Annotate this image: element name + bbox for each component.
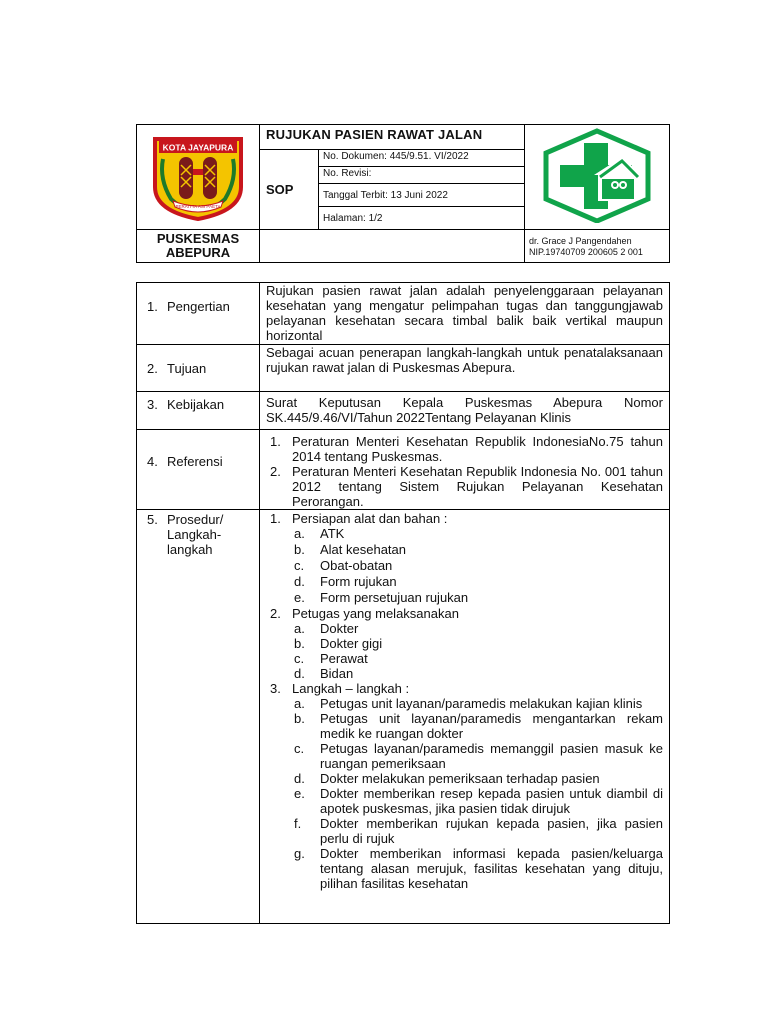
sub-item [294, 816, 663, 846]
section-number: 5. [147, 512, 158, 527]
item-text: Peraturan Menteri Kesehatan Republik IndonesiaNo.75 tahun 2014 tentang Puskesmas. [292, 434, 663, 464]
sub-letter: c. [294, 558, 305, 573]
document-number: No. Dokumen: 445/9.51. VI/2022 [319, 150, 525, 167]
kebijakan-text: Surat Keputusan Kepala Puskesmas Abepura Nomor SK.445/9.46/VI/Tahun 2022Tentang Pelayanan Klinis [266, 395, 663, 425]
sub-letter: d. [294, 574, 305, 589]
section-title-line: Prosedur/ [167, 512, 224, 527]
sub-text: Form persetujuan rujukan [320, 590, 469, 605]
step-number: 1. [270, 511, 281, 526]
puskesmas-logo-cell [525, 125, 670, 230]
section-number: 2. [147, 361, 158, 376]
sub-item [294, 786, 663, 816]
sub-letter: b. [294, 636, 305, 651]
section-label [137, 283, 260, 345]
sub-item [294, 666, 663, 681]
section-label [137, 392, 260, 430]
step-number: 2. [270, 606, 281, 621]
sub-letter: f. [294, 816, 302, 831]
reference-item [266, 464, 663, 509]
section-label [137, 430, 260, 510]
city-logo-motto: PERAITTA ASI PAETA [175, 203, 221, 209]
sub-item [294, 711, 663, 741]
sop-content-table [136, 282, 670, 924]
signer-name: dr. Grace J Pangendahen [529, 236, 632, 246]
document-title: RUJUKAN PASIEN RAWAT JALAN [260, 125, 525, 150]
step-sublist [266, 696, 663, 891]
step-number: 3. [270, 681, 281, 696]
sub-item [294, 590, 663, 605]
signer-block [525, 230, 670, 263]
sub-item [294, 621, 663, 636]
city-logo-text: KOTA JAYAPURA [162, 142, 234, 152]
sub-text: Perawat [320, 651, 368, 666]
sub-letter: e. [294, 590, 305, 605]
sub-text: Petugas layanan/paramedis memanggil pasien masuk ke ruangan pemeriksaan [320, 741, 663, 771]
revision-number: No. Revisi: [319, 167, 525, 184]
sub-text: Dokter memberikan resep kepada pasien untuk diambil di apotek puskesmas, jika pasien tidak dirujuk [320, 786, 663, 816]
sub-text: Form rujukan [320, 574, 397, 589]
sub-item [294, 741, 663, 771]
sub-item [294, 771, 663, 786]
procedure-step [266, 606, 663, 621]
step-sublist [266, 621, 663, 681]
item-number: 2. [270, 464, 281, 479]
sub-letter: c. [294, 651, 305, 666]
sub-letter: e. [294, 786, 305, 801]
sub-text: Bidan [320, 666, 354, 681]
step-text: Persiapan alat dan bahan : [292, 511, 448, 526]
section-title-line: langkah [167, 542, 213, 557]
sub-item [294, 542, 663, 557]
issue-date: Tanggal Terbit: 13 Juni 2022 [319, 184, 525, 207]
section-content [260, 510, 670, 924]
sub-text: ATK [320, 526, 345, 541]
tujuan-text: Sebagai acuan penerapan langkah-langkah untuk penatalaksanaan rujukan rawat jalan di Puskesmas Abepura. [266, 345, 663, 375]
sop-header-table [136, 124, 670, 263]
sub-item [294, 558, 663, 573]
sub-letter: b. [294, 542, 305, 557]
puskesmas-logo-icon [538, 127, 656, 223]
page-number: Halaman: 1/2 [319, 207, 525, 230]
section-pengertian [137, 283, 670, 345]
sub-item [294, 574, 663, 589]
sub-item [294, 651, 663, 666]
section-kebijakan [137, 392, 670, 430]
item-text: Peraturan Menteri Kesehatan Republik Indonesia No. 001 tahun 2012 tentang Sistem Rujukan Pelayanan Kesehatan Perorangan. [292, 464, 663, 509]
signer-nip: NIP.19740709 200605 2 001 [529, 247, 643, 257]
section-content [260, 392, 670, 430]
sub-text: Dokter [320, 621, 359, 636]
section-title: Referensi [167, 454, 223, 469]
org-line-2: ABEPURA [165, 245, 231, 260]
sub-text: Alat kesehatan [320, 542, 407, 557]
sub-item [294, 526, 663, 541]
sop-label: SOP [260, 150, 319, 230]
step-text: Petugas yang melaksanakan [292, 606, 459, 621]
city-logo-cell [137, 125, 260, 230]
section-referensi [137, 430, 670, 510]
section-label [137, 510, 260, 924]
section-title [167, 512, 259, 557]
section-number: 3. [147, 397, 158, 412]
procedure-step [266, 681, 663, 696]
sub-letter: a. [294, 621, 305, 636]
empty-cell [260, 230, 525, 263]
kota-jayapura-logo [149, 129, 247, 221]
procedure-step [266, 511, 663, 526]
section-title: Pengertian [167, 299, 230, 314]
sub-letter: b. [294, 711, 305, 726]
sub-item [294, 636, 663, 651]
section-number: 1. [147, 299, 158, 314]
sub-text: Dokter melakukan pemeriksaan terhadap pasien [320, 771, 600, 786]
organization-name [137, 230, 260, 263]
sub-letter: g. [294, 846, 305, 861]
sub-letter: a. [294, 526, 305, 541]
sub-letter: d. [294, 771, 305, 786]
sub-item [294, 846, 663, 891]
sub-text: Dokter gigi [320, 636, 383, 651]
sub-text: Dokter memberikan rujukan kepada pasien, jika pasien perlu di rujuk [320, 816, 663, 846]
section-content [260, 430, 670, 510]
sub-text: Petugas unit layanan/paramedis melakukan kajian klinis [320, 696, 643, 711]
sub-text: Obat-obatan [320, 558, 393, 573]
sub-text: Dokter memberikan informasi kepada pasien/keluarga tentang alasan merujuk, fasilitas kesehatan yang dituju, pilihan fasilitas kesehatan [320, 846, 663, 891]
step-sublist [266, 526, 663, 605]
section-number: 4. [147, 454, 158, 469]
section-label [137, 345, 260, 392]
sub-text: Petugas unit layanan/paramedis mengantarkan rekam medik ke ruangan dokter [320, 711, 663, 741]
item-number: 1. [270, 434, 281, 449]
section-content [260, 345, 670, 392]
section-title-line: Langkah- [167, 527, 222, 542]
pengertian-text: Rujukan pasien rawat jalan adalah penyelenggaraan pelayanan kesehatan yang mengatur pelimpahan tugas dan tanggungjawab pelayanan kesehatan secara timbal balik baik vertikal maupun horizontal [266, 283, 663, 343]
section-title: Kebijakan [167, 397, 225, 412]
org-line-1: PUSKESMAS [156, 231, 240, 246]
sub-letter: d. [294, 666, 305, 681]
reference-item [266, 434, 663, 464]
step-text: Langkah – langkah : [292, 681, 410, 696]
section-prosedur [137, 510, 670, 924]
sub-item [294, 696, 663, 711]
sub-letter: a. [294, 696, 305, 711]
section-tujuan [137, 345, 670, 392]
section-title: Tujuan [167, 361, 207, 376]
sub-letter: c. [294, 741, 305, 756]
section-content [260, 283, 670, 345]
